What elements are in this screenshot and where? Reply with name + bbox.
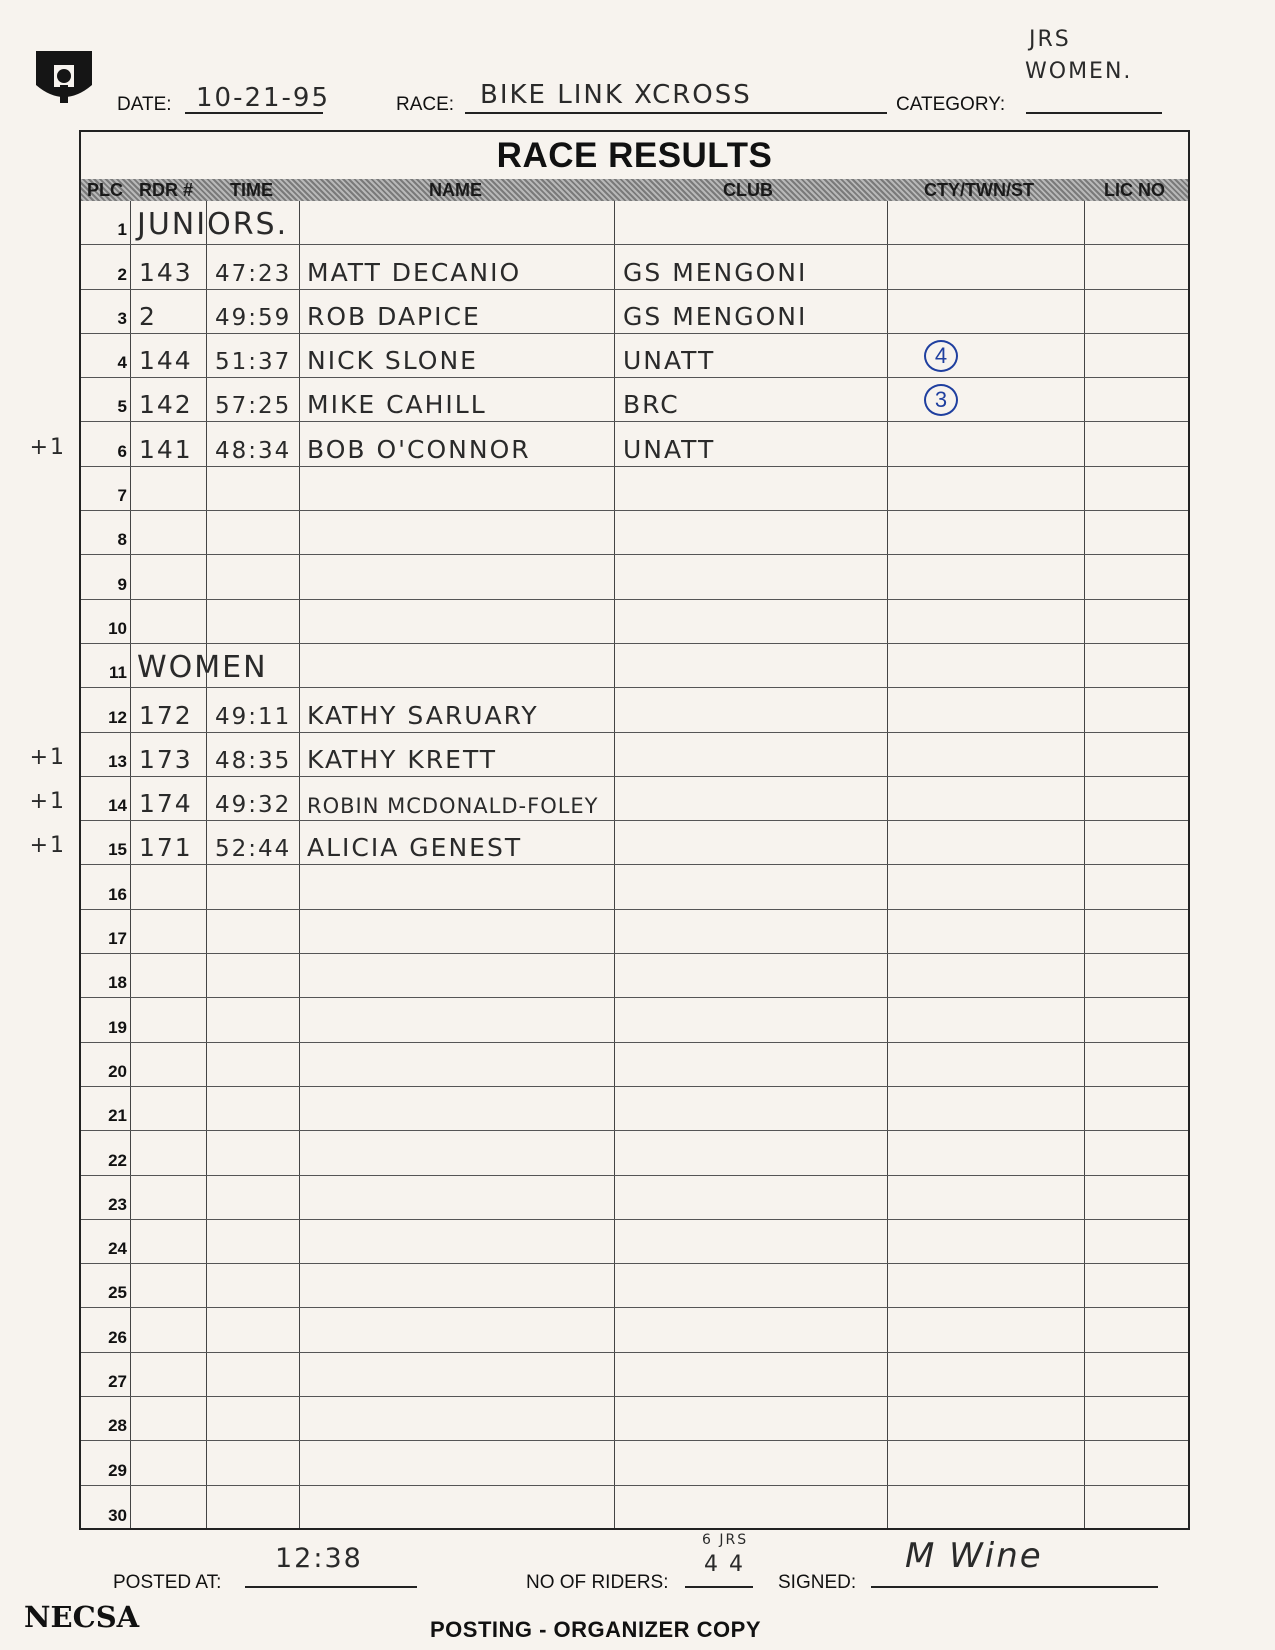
- place-number: 10: [108, 618, 127, 638]
- necsa-logo-icon: [32, 45, 96, 109]
- signed-label: SIGNED:: [778, 1572, 857, 1593]
- table-row: [81, 201, 1188, 245]
- date-label: DATE:: [117, 94, 172, 115]
- table-row: [29, 733, 1188, 777]
- place-number: 20: [108, 1061, 127, 1081]
- table-row: [81, 1220, 1188, 1264]
- category-note: [1025, 24, 1185, 88]
- place-number: 4: [117, 353, 127, 373]
- column-header-plc: PLC: [87, 180, 123, 200]
- place-number: 28: [108, 1416, 127, 1436]
- finish-time: 49:59: [215, 304, 292, 331]
- rider-number: 144: [139, 346, 193, 376]
- place-number: 30: [108, 1505, 127, 1525]
- rider-number: 171: [139, 833, 193, 863]
- place-number: 29: [108, 1460, 127, 1480]
- finish-time: 51:37: [215, 349, 292, 376]
- org-name: NECSA: [24, 1600, 140, 1634]
- rider-club: BRC: [623, 390, 680, 420]
- table-row: [81, 688, 1188, 732]
- place-number: 24: [108, 1239, 127, 1259]
- column-header-cty: CTY/TWN/ST: [924, 180, 1034, 200]
- table-row: [81, 290, 1188, 334]
- place-number: 11: [109, 663, 127, 683]
- place-number: 9: [117, 574, 127, 594]
- place-number: 12: [108, 707, 127, 727]
- section-label: WOMEN: [137, 650, 268, 686]
- place-number: 2: [117, 264, 127, 284]
- place-number: 27: [108, 1372, 127, 1392]
- column-header-lic: LIC NO: [1104, 180, 1165, 200]
- race-results-table: [29, 130, 1190, 1530]
- table-row: [81, 1486, 1188, 1530]
- place-number: 5: [117, 397, 127, 417]
- table-row: [29, 777, 1188, 821]
- margin-note: +1: [29, 833, 66, 859]
- table-row: [81, 378, 1188, 422]
- finish-time: 52:44: [215, 836, 292, 863]
- rider-number: 2: [139, 301, 157, 331]
- category-note-line-2: WOMEN.: [1025, 59, 1133, 84]
- section-label: JUNIORS.: [137, 207, 289, 243]
- circled-number: 4: [924, 340, 958, 372]
- rider-name: ROB DAPICE: [307, 301, 481, 331]
- margin-note: +1: [29, 789, 66, 815]
- table-row: [81, 1131, 1188, 1175]
- place-number: 17: [108, 929, 127, 949]
- place-number: 21: [108, 1106, 127, 1126]
- table-row: [81, 1176, 1188, 1220]
- category-note-line-1: JRS: [1029, 27, 1071, 52]
- finish-time: 49:11: [215, 703, 292, 730]
- column-header-band: [81, 179, 1188, 201]
- table-title: RACE RESULTS: [496, 136, 773, 175]
- margin-note: +1: [29, 434, 66, 460]
- category-label: CATEGORY:: [896, 94, 1006, 115]
- finish-time: 48:34: [215, 437, 292, 464]
- place-number: 14: [108, 796, 127, 816]
- table-row: [81, 1309, 1188, 1353]
- rider-number: 172: [139, 700, 193, 730]
- place-number: 18: [108, 973, 127, 993]
- table-row: [29, 821, 1188, 865]
- place-number: 16: [108, 884, 127, 904]
- table-row: [81, 511, 1188, 555]
- race-value: BIKE LINK XCROSS: [480, 80, 752, 110]
- table-row: [81, 954, 1188, 998]
- place-number: 25: [108, 1283, 127, 1303]
- posted-at-label: POSTED AT:: [113, 1572, 222, 1593]
- rider-club: GS MENGONI: [623, 257, 808, 287]
- place-number: 3: [117, 308, 127, 328]
- place-number: 6: [117, 441, 127, 461]
- place-number: 26: [108, 1327, 127, 1347]
- table-row: [81, 245, 1188, 289]
- table-row: [81, 644, 1188, 688]
- place-number: 8: [117, 530, 127, 550]
- rider-name: KATHY SARUARY: [307, 700, 539, 730]
- category-line: [1026, 82, 1162, 114]
- rider-name: MATT DECANIO: [307, 257, 522, 287]
- circled-number: 3: [924, 384, 958, 416]
- date-value: 10-21-95: [196, 83, 331, 113]
- finish-time: 49:32: [215, 792, 292, 819]
- place-number: 13: [108, 751, 127, 771]
- riders-value: 4 4: [704, 1552, 745, 1577]
- column-header-club: CLUB: [723, 180, 773, 200]
- rider-number: 143: [139, 257, 193, 287]
- race-label: RACE:: [396, 94, 455, 115]
- rider-club: UNATT: [623, 346, 716, 376]
- column-header-time: TIME: [230, 180, 273, 200]
- copy-label: POSTING - ORGANIZER COPY: [430, 1617, 762, 1642]
- table-row: [81, 555, 1188, 599]
- column-header-rdr: RDR #: [139, 180, 194, 200]
- table-row: [81, 1353, 1188, 1397]
- table-row: [81, 1087, 1188, 1131]
- table-row: [81, 998, 1188, 1042]
- rider-number: 174: [139, 789, 193, 819]
- rider-club: UNATT: [623, 434, 716, 464]
- rider-name: ALICIA GENEST: [307, 833, 523, 863]
- finish-time: 47:23: [215, 260, 292, 287]
- finish-time: 48:35: [215, 747, 292, 774]
- rider-club: GS MENGONI: [623, 301, 808, 331]
- rider-number: 141: [139, 434, 193, 464]
- posted-at-value: 12:38: [275, 1543, 363, 1574]
- place-number: 7: [117, 486, 127, 506]
- rider-name: BOB O'CONNOR: [307, 434, 531, 464]
- rider-number: 173: [139, 744, 193, 774]
- table-row: [81, 334, 1188, 378]
- rider-name: KATHY KRETT: [307, 744, 498, 774]
- table-row: [81, 1043, 1188, 1087]
- table-row: [81, 1441, 1188, 1485]
- column-header-name: NAME: [429, 180, 482, 200]
- finish-time: 57:25: [215, 393, 292, 420]
- riders-note: 6 JRS: [702, 1532, 749, 1548]
- table-row: [81, 866, 1188, 910]
- margin-note: +1: [29, 744, 66, 770]
- place-number: 23: [108, 1194, 127, 1214]
- table-row: [81, 600, 1188, 644]
- table-row: [29, 423, 1188, 467]
- table-row: [81, 1264, 1188, 1308]
- place-number: 15: [108, 840, 127, 860]
- place-number: 1: [117, 220, 127, 240]
- table-row: [81, 467, 1188, 511]
- table-row: [81, 1397, 1188, 1441]
- rider-name: ROBIN MCDONALD-FOLEY: [307, 794, 599, 819]
- place-number: 19: [108, 1017, 127, 1037]
- table-row: [81, 910, 1188, 954]
- rider-name: NICK SLONE: [307, 346, 478, 376]
- rider-name: MIKE CAHILL: [307, 390, 487, 420]
- rider-number: 142: [139, 390, 193, 420]
- place-number: 22: [108, 1150, 127, 1170]
- signature: M Wine: [905, 1536, 1043, 1576]
- riders-label: NO OF RIDERS:: [526, 1572, 669, 1593]
